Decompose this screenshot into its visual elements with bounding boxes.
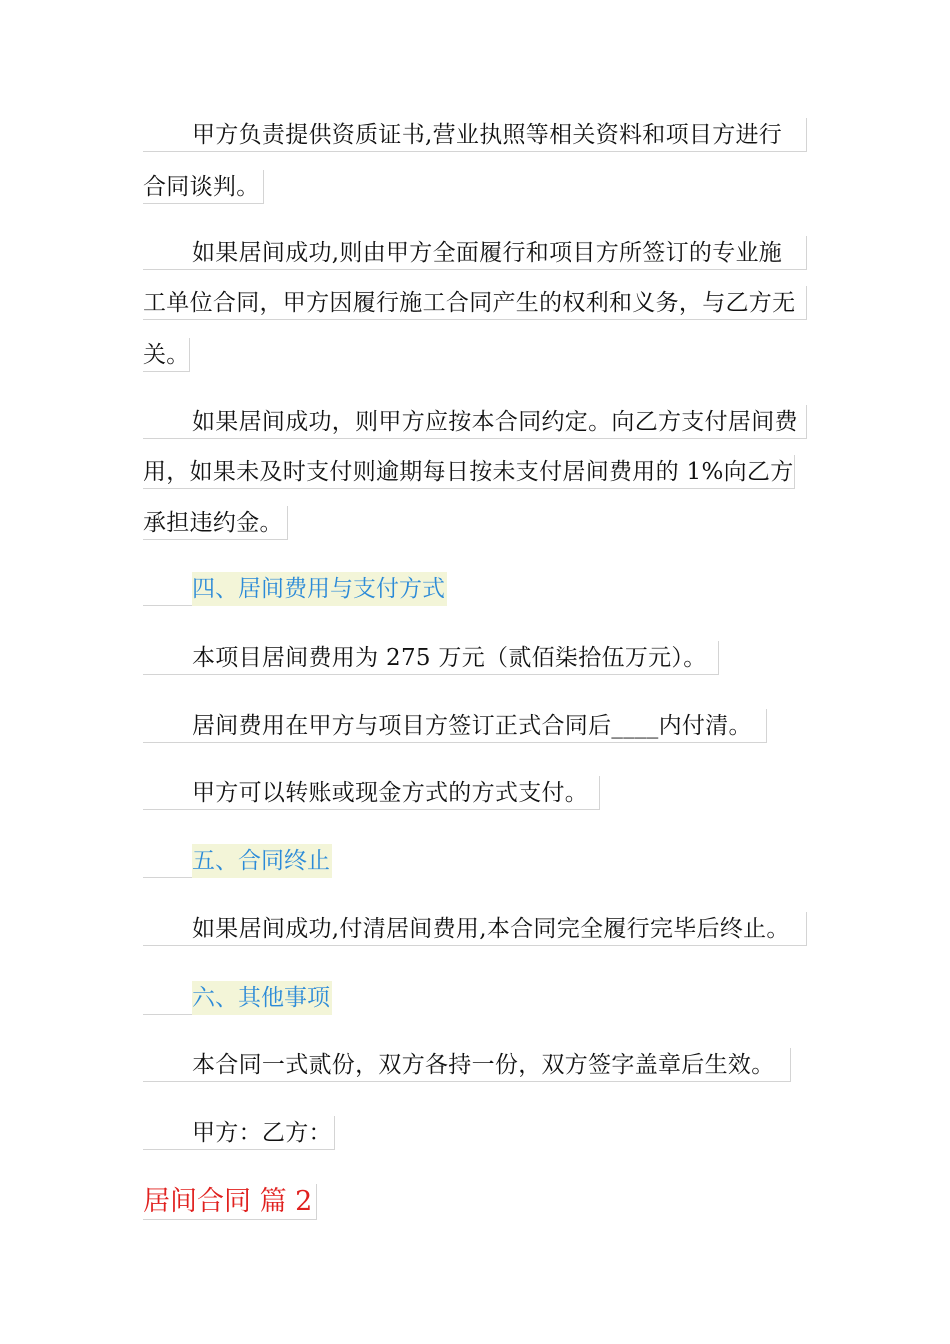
paragraph-1-line-1: 甲方负责提供资质证书,营业执照等相关资料和项目方进行 (143, 118, 807, 152)
paragraph-3-line-3: 承担违约金。 (143, 506, 288, 540)
paragraph-2-line-2: 工单位合同，甲方因履行施工合同产生的权利和义务，与乙方无 (143, 286, 807, 320)
next-contract-title: 居间合同 篇 2 (143, 1184, 317, 1220)
section-4-payment-method: 甲方可以转账或现金方式的方式支付。 (143, 776, 600, 810)
section-5-heading-text: 五、合同终止 (192, 844, 332, 878)
section-4-fee-amount: 本项目居间费用为 275 万元（贰佰柒拾伍万元）。 (143, 641, 719, 675)
paragraph-3-line-2: 用，如果未及时支付则逾期每日按未支付居间费用的 1%向乙方 (143, 455, 795, 489)
section-5-termination-clause: 如果居间成功,付清居间费用,本合同完全履行完毕后终止。 (143, 912, 807, 946)
paragraph-2-line-1: 如果居间成功,则由甲方全面履行和项目方所签订的专业施 (143, 236, 807, 270)
paragraph-3-line-1: 如果居间成功，则甲方应按本合同约定。向乙方支付居间费 (143, 405, 807, 439)
section-4-heading (143, 572, 447, 606)
paragraph-1-line-2: 合同谈判。 (143, 170, 264, 204)
section-6-heading-text: 六、其他事项 (192, 981, 332, 1015)
signature-line: 甲方：乙方： (143, 1116, 335, 1150)
section-6-heading (143, 981, 332, 1015)
section-4-payment-deadline: 居间费用在甲方与项目方签订正式合同后____内付清。 (143, 709, 767, 743)
paragraph-2-line-3: 关。 (143, 338, 190, 372)
section-4-heading-text: 四、居间费用与支付方式 (192, 572, 447, 606)
section-6-copies-clause: 本合同一式贰份，双方各持一份，双方签字盖章后生效。 (143, 1048, 791, 1082)
section-5-heading (143, 844, 332, 878)
